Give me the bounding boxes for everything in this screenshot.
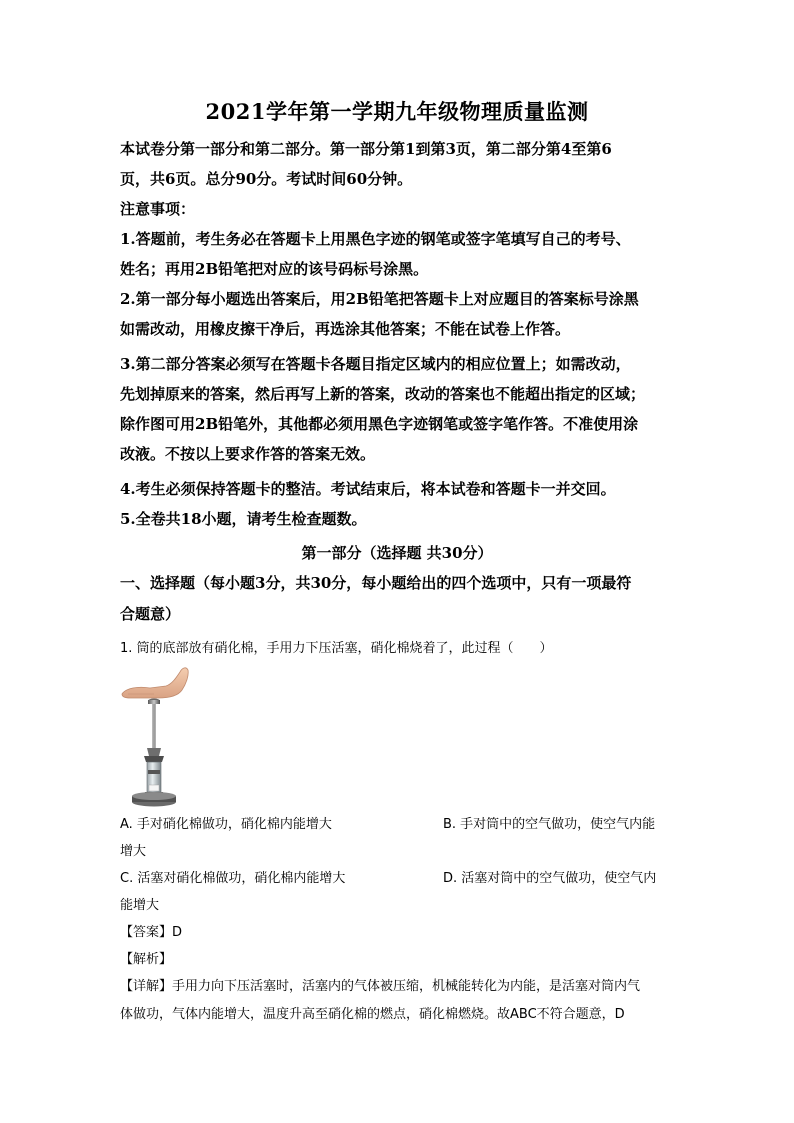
notes-line: 3.第二部分答案必须写在答题卡各题目指定区域内的相应位置上；如需改动， — [120, 355, 631, 373]
answer-line: 【答案】D — [120, 925, 183, 940]
option-b: B. 手对筒中的空气做功，使空气内能 — [443, 817, 656, 832]
notes-line: 5.全卷共18小题，请考生检查题数。 — [120, 510, 367, 528]
detail-line-2: 体做功，气体内能增大，温度升高至硝化棉的燃点，硝化棉燃烧。故ABC不符合题意，D — [120, 1007, 625, 1022]
notes-line: 除作图可用2B铅笔外，其他都必须用黑色字迹钢笔或签字笔作答。不准使用涂 — [120, 415, 639, 433]
notes-heading: 注意事项： — [120, 200, 196, 218]
notes-line: 4.考生必须保持答题卡的整洁。考试结束后，将本试卷和答题卡一并交回。 — [120, 480, 616, 498]
question-stem: 1. 筒的底部放有硝化棉，手用力下压活塞，硝化棉烧着了，此过程（ ） — [120, 641, 553, 656]
notes-line: 1.答题前，考生务必在答题卡上用黑色字迹的钢笔或签字笔填写自己的考号、 — [120, 230, 631, 248]
notes-line: 如需改动，用橡皮擦干净后，再选涂其他答案；不能在试卷上作答。 — [120, 320, 571, 338]
intro-line-2: 页，共6页。总分90分。考试时间60分钟。 — [120, 170, 413, 188]
notes-line: 姓名；再用2B铅笔把对应的该号码标号涂黑。 — [120, 260, 429, 278]
page-title: 2021学年第一学期九年级物理质量监测 — [205, 99, 589, 124]
analysis-heading: 【解析】 — [120, 952, 173, 967]
option-b-continued: 增大 — [120, 844, 147, 859]
compressed-air-tube-figure — [120, 664, 190, 808]
notes-line: 改液。不按以上要求作答的答案无效。 — [120, 445, 376, 463]
section-heading-line-1: 一、选择题（每小题3分，共30分，每小题给出的四个选项中，只有一项最符 — [120, 574, 632, 592]
detail-line-1: 【详解】手用力向下压活塞时，活塞内的气体被压缩，机械能转化为内能，是活塞对筒内气 — [120, 979, 641, 994]
option-d: D. 活塞对筒中的空气做功，使空气内 — [443, 871, 657, 886]
notes-line: 先划掉原来的答案，然后再写上新的答案，改动的答案也不能超出指定的区域； — [120, 385, 646, 403]
option-c: C. 活塞对硝化棉做功，硝化棉内能增大 — [120, 871, 346, 886]
section-heading-line-2: 合题意） — [120, 605, 181, 623]
intro-line-1: 本试卷分第一部分和第二部分。第一部分第1到第3页，第二部分第4至第6 — [120, 140, 612, 158]
notes-line: 2.第一部分每小题选出答案后，用2B铅笔把答题卡上对应题目的答案标号涂黑 — [120, 290, 639, 308]
part1-heading: 第一部分（选择题 共30分） — [301, 544, 493, 562]
option-a: A. 手对硝化棉做功，硝化棉内能增大 — [120, 817, 332, 832]
option-d-continued: 能增大 — [120, 898, 160, 913]
